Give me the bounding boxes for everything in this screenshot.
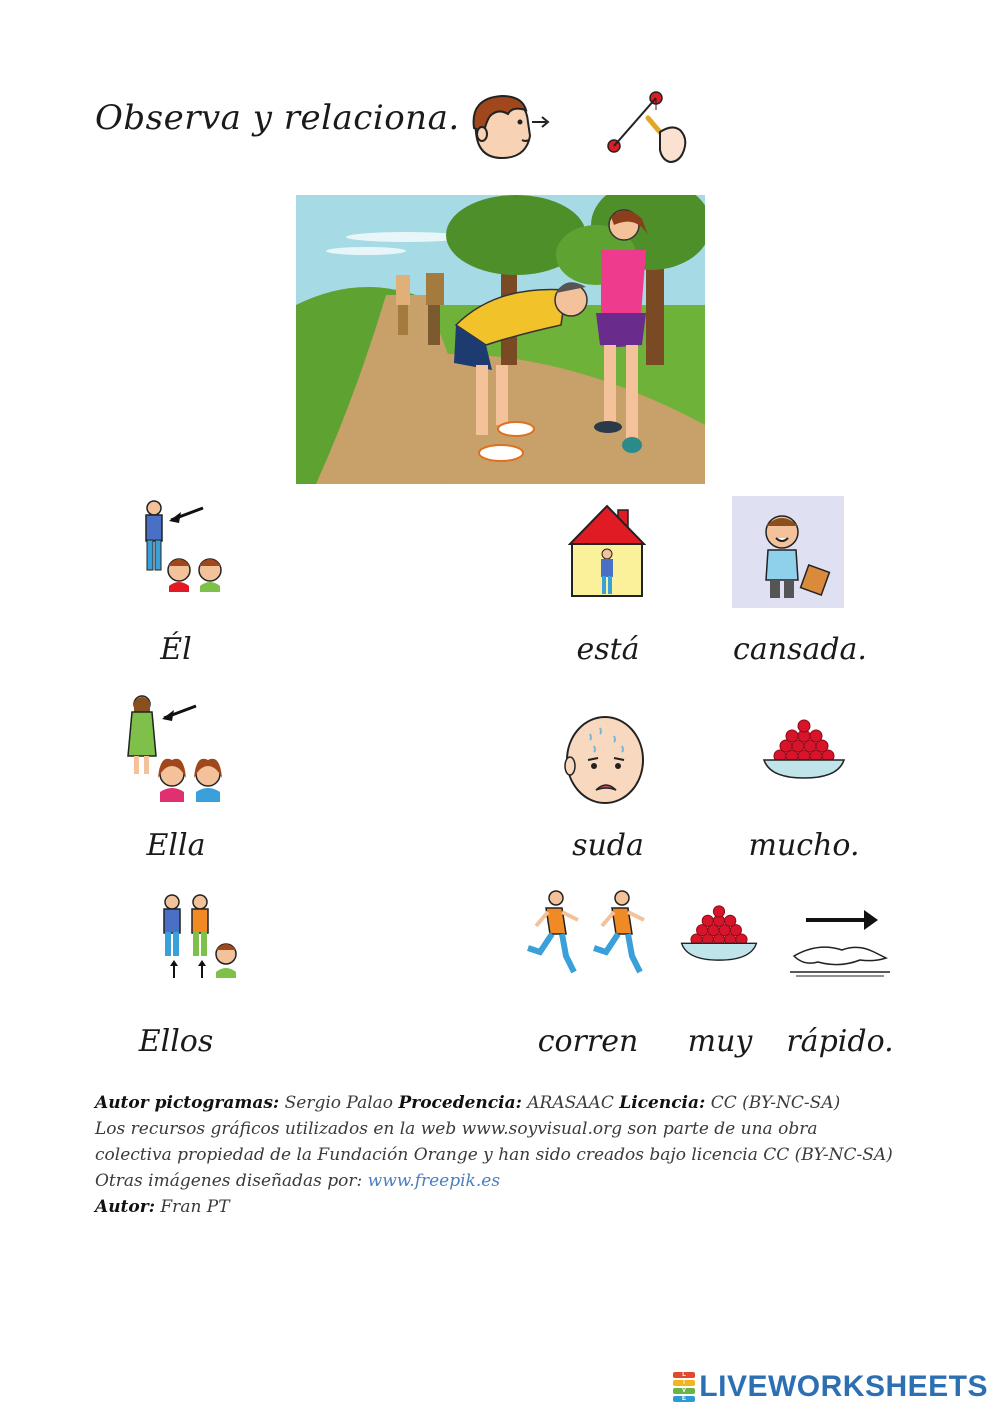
phrase-word-suda[interactable]: suda: [572, 828, 644, 863]
house-pictogram-icon: [568, 504, 646, 598]
subject-word-ellos[interactable]: Ellos: [138, 1024, 214, 1059]
worksheet-title: Observa y relaciona.: [95, 98, 460, 138]
sweat-face-pictogram-icon: [560, 714, 650, 806]
very-pictogram-icon: [676, 904, 762, 962]
she-pictogram-icon: [124, 694, 228, 802]
many-pictogram-icon: [760, 718, 848, 780]
subject-word-el[interactable]: Él: [160, 632, 192, 667]
credits-line-5: Autor: Fran PT: [95, 1197, 230, 1217]
scene-illustration: [296, 195, 705, 484]
connect-lines-icon: [600, 88, 696, 168]
credits-line-3: colectiva propiedad de la Fundación Orange y han sido creados bajo licencia CC (BY-NC-SA): [95, 1145, 893, 1165]
credits-line-2: Los recursos gráficos utilizados en la web www.soyvisual.org son parte de una obra: [95, 1119, 818, 1139]
phrase-word-cansada[interactable]: cansada.: [733, 632, 867, 667]
freepik-link[interactable]: www.freepik.es: [367, 1171, 501, 1191]
tired-pictogram-icon: [732, 496, 844, 608]
brand-name: LIVEWORKSHEETS: [699, 1370, 988, 1403]
credits-block: [95, 1090, 915, 1220]
phrase-word-mucho[interactable]: mucho.: [748, 828, 860, 863]
subject-word-ella[interactable]: Ella: [146, 828, 206, 863]
liveworksheets-brand[interactable]: [673, 1370, 988, 1404]
fast-pictogram-icon: [788, 906, 892, 980]
liveworksheets-logo-icon: L I V E: [673, 1372, 695, 1402]
phrase-word-esta[interactable]: está: [576, 632, 640, 667]
run-pictogram-icon: [522, 890, 652, 976]
credits-line-4: Otras imágenes diseñadas por: www.freepik.es: [95, 1171, 501, 1191]
he-pictogram-icon: [137, 500, 229, 592]
phrase-word-muy[interactable]: muy: [687, 1024, 753, 1059]
phrase-word-rapido[interactable]: rápido.: [786, 1024, 894, 1059]
they-pictogram-icon: [156, 892, 242, 982]
credits-line-1: Autor pictogramas: Sergio Palao Procedencia: ARASAAC Licencia: CC (BY-NC-SA): [95, 1093, 841, 1113]
phrase-word-corren[interactable]: corren: [537, 1024, 639, 1059]
look-icon: [468, 92, 554, 162]
